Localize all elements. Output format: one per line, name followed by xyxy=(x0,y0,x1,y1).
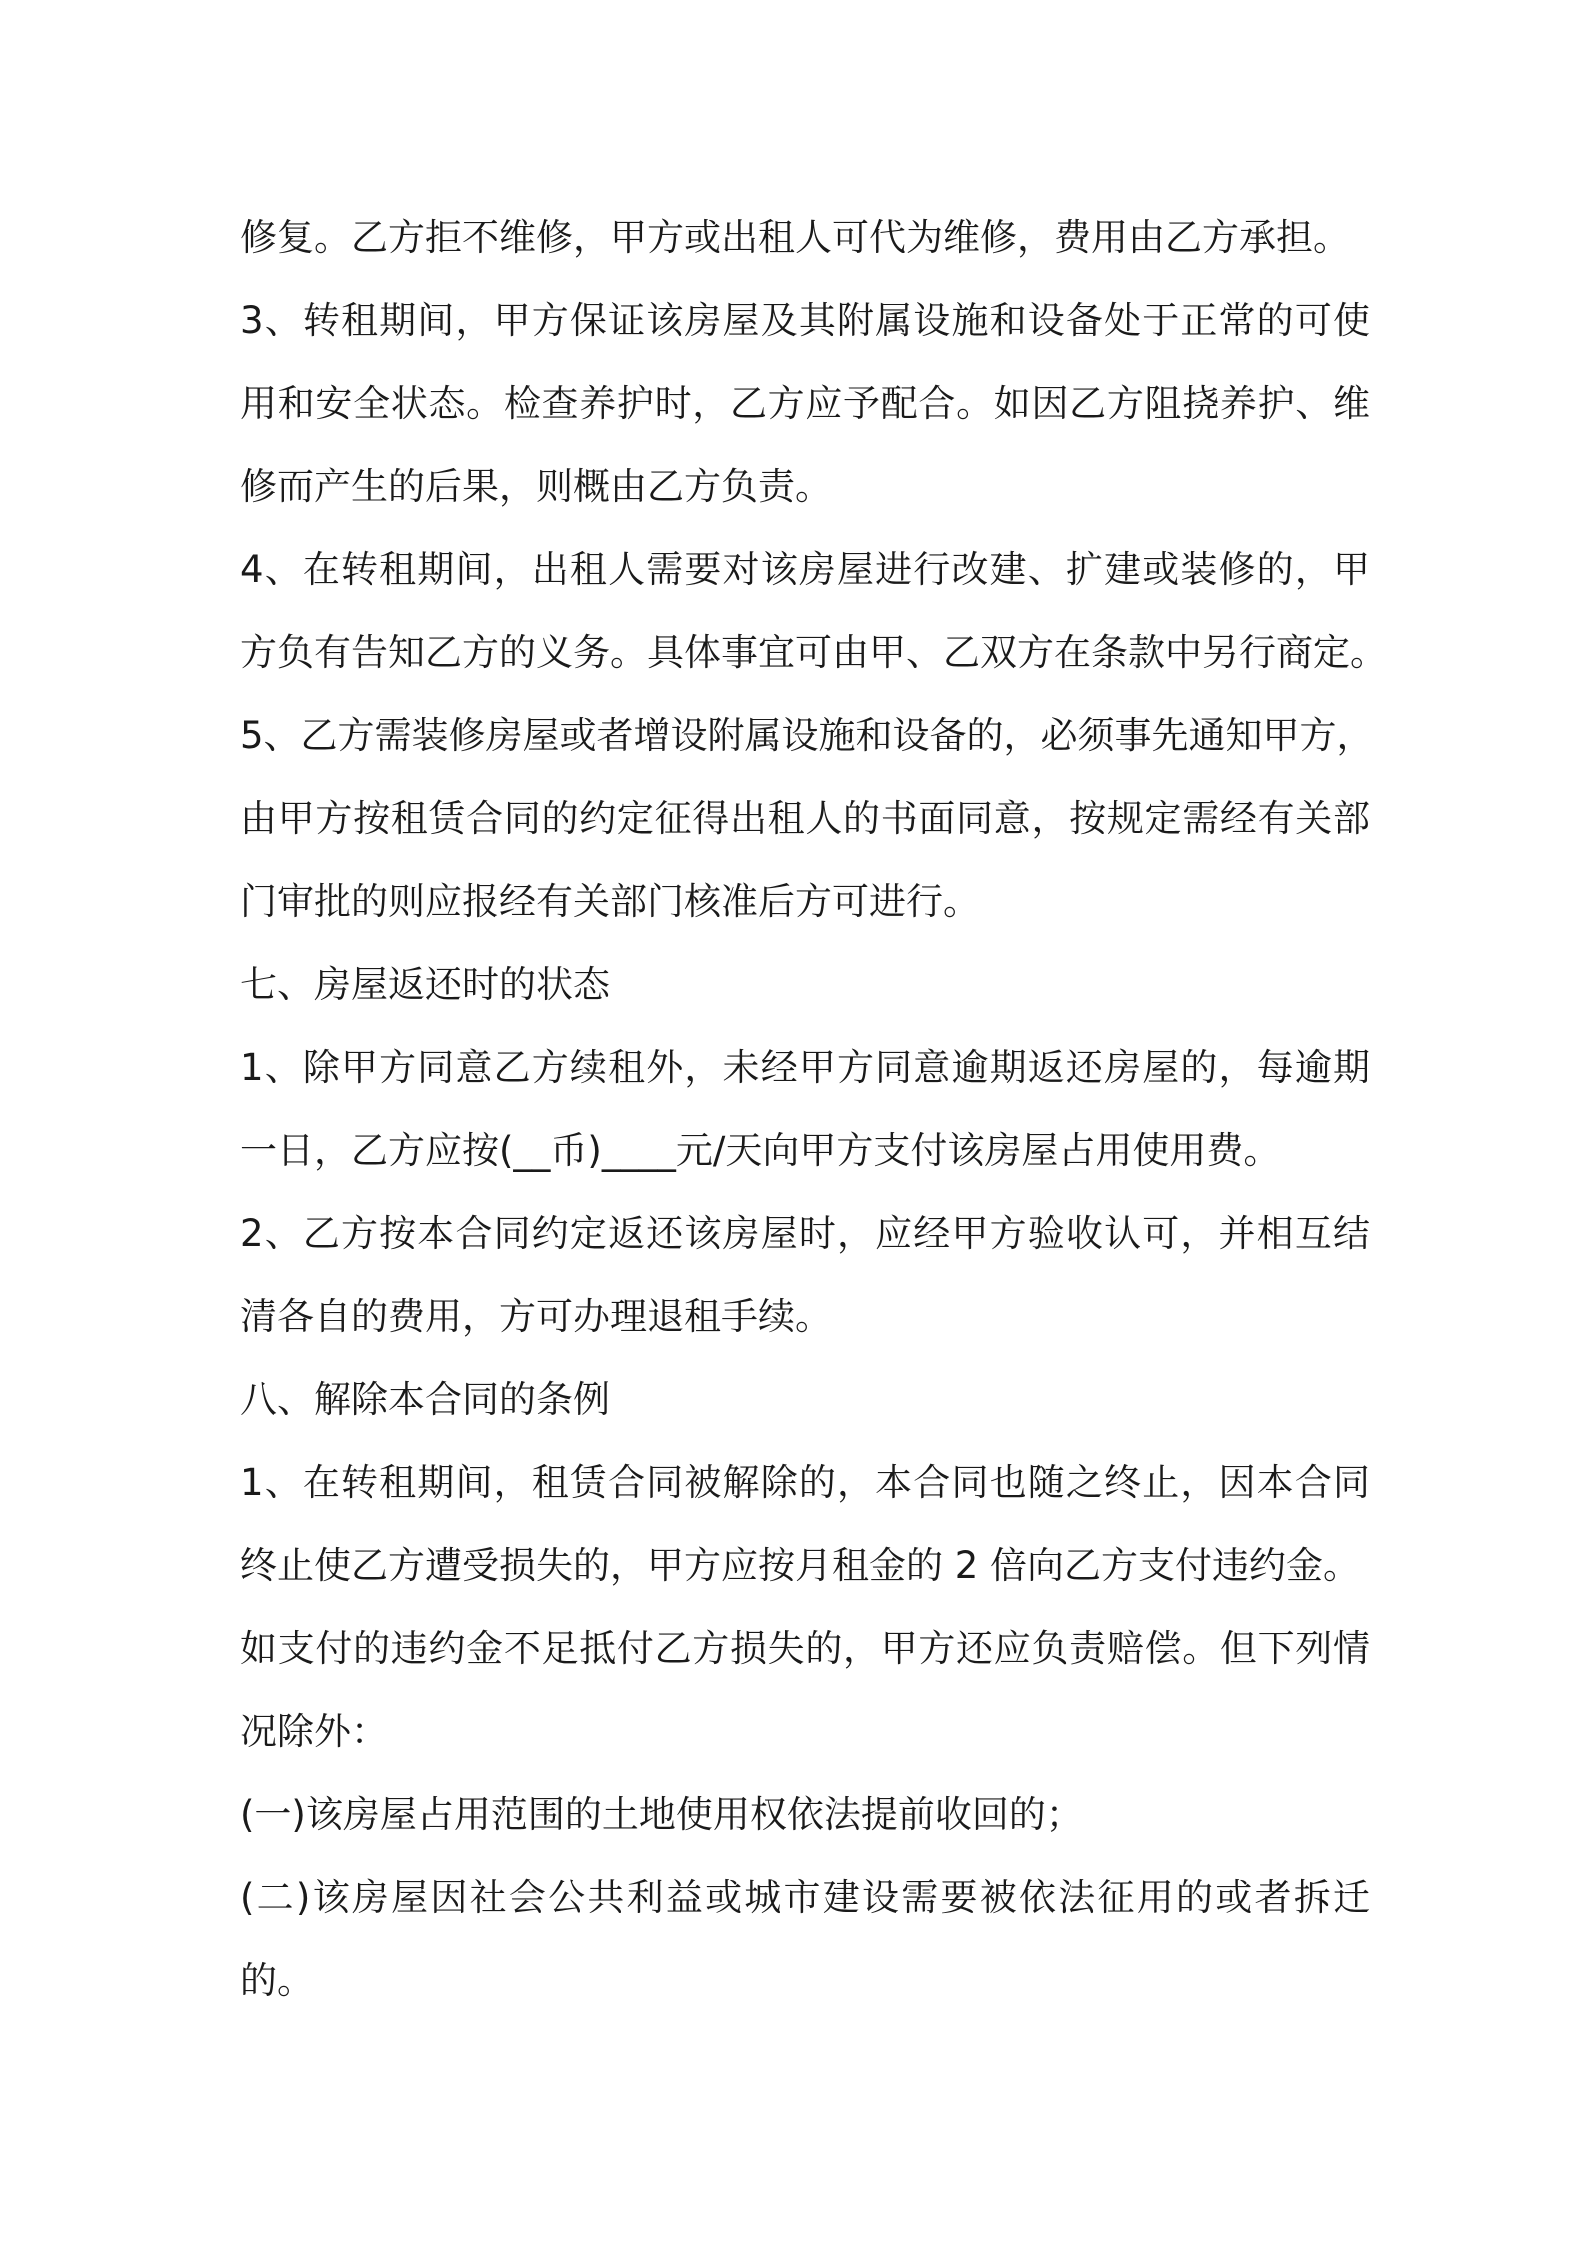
paragraph-line: 门审批的则应报经有关部门核准后方可进行。 xyxy=(240,880,980,923)
paragraph-line: 清各自的费用，方可办理退租手续。 xyxy=(240,1295,832,1338)
paragraph-line: 由甲方按租赁合同的约定征得出租人的书面同意，按规定需经有关部 xyxy=(240,797,1370,840)
section-heading: 八、解除本合同的条例 xyxy=(240,1378,610,1421)
paragraph-line: 的。 xyxy=(240,1959,314,2002)
paragraph-line: 终止使乙方遭受损失的，甲方应按月租金的 2 倍向乙方支付违约金。 xyxy=(240,1544,1361,1587)
paragraph-line: 1、在转租期间，租赁合同被解除的，本合同也随之终止，因本合同 xyxy=(240,1461,1370,1504)
paragraph-line: 用和安全状态。检查养护时，乙方应予配合。如因乙方阻挠养护、维 xyxy=(240,382,1370,425)
paragraph-line: 1、除甲方同意乙方续租外，未经甲方同意逾期返还房屋的，每逾期 xyxy=(240,1046,1370,1089)
document-body xyxy=(240,196,1387,2022)
paragraph-line: 修复。乙方拒不维修，甲方或出租人可代为维修，费用由乙方承担。 xyxy=(240,216,1350,259)
paragraph-line: 修而产生的后果，则概由乙方负责。 xyxy=(240,465,832,508)
paragraph-line: 一日，乙方应按(__币)____元/天向甲方支付该房屋占用使用费。 xyxy=(240,1129,1281,1172)
paragraph-line: 况除外： xyxy=(240,1710,388,1753)
paragraph-line: (一)该房屋占用范围的土地使用权依法提前收回的； xyxy=(240,1793,1083,1836)
paragraph-line: 3、转租期间，甲方保证该房屋及其附属设施和设备处于正常的可使 xyxy=(240,299,1370,342)
paragraph-line: 5、乙方需装修房屋或者增设附属设施和设备的，必须事先通知甲方， xyxy=(240,714,1374,757)
paragraph-line: 4、在转租期间，出租人需要对该房屋进行改建、扩建或装修的，甲 xyxy=(240,548,1370,591)
paragraph-line: 2、乙方按本合同约定返还该房屋时，应经甲方验收认可，并相互结 xyxy=(240,1212,1370,1255)
paragraph-line: 如支付的违约金不足抵付乙方损失的，甲方还应负责赔偿。但下列情 xyxy=(240,1627,1370,1670)
paragraph-line: 方负有告知乙方的义务。具体事宜可由甲、乙双方在条款中另行商定。 xyxy=(240,631,1387,674)
paragraph-line: (二)该房屋因社会公共利益或城市建设需要被依法征用的或者拆迁 xyxy=(240,1876,1370,1919)
section-heading: 七、房屋返还时的状态 xyxy=(240,963,610,1006)
